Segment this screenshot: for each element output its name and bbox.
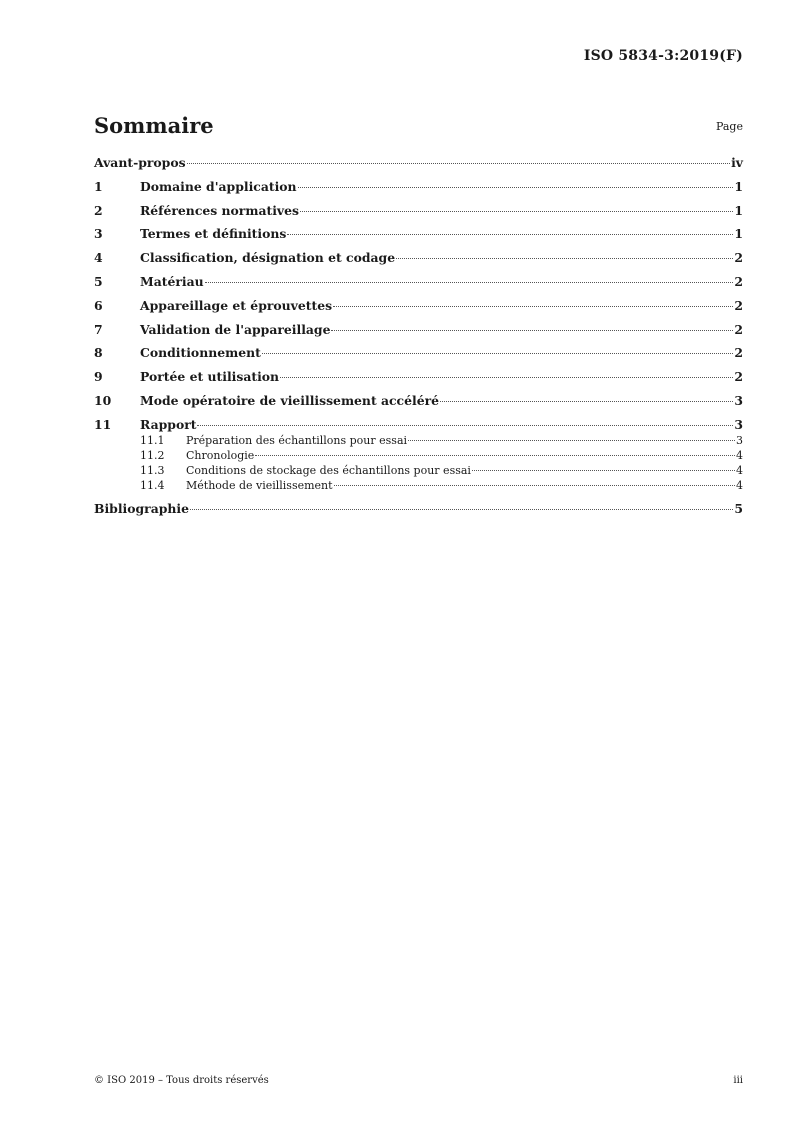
toc-entry-number: 5 bbox=[94, 273, 103, 289]
toc-entry-page: 2 bbox=[734, 321, 743, 337]
toc-entry-6[interactable] bbox=[94, 298, 743, 322]
toc-entry-number: 1 bbox=[94, 178, 103, 194]
toc-entry-page: 2 bbox=[734, 250, 743, 266]
dot-leader bbox=[187, 163, 731, 164]
document-id: ISO 5834-3:2019(F) bbox=[583, 48, 743, 64]
toc-title: Sommaire bbox=[94, 113, 214, 138]
toc-subentry-11-2[interactable] bbox=[94, 449, 743, 464]
toc-entry-label: Mode opératoire de vieillissement accéléré bbox=[140, 392, 439, 408]
toc-entry-5[interactable] bbox=[94, 274, 743, 298]
dot-leader bbox=[298, 187, 734, 188]
toc-entry-page: 1 bbox=[734, 226, 743, 242]
toc-subentry-11-3[interactable] bbox=[94, 464, 743, 479]
toc-entry-page: 5 bbox=[734, 500, 743, 516]
toc-entry-number: 11 bbox=[94, 416, 112, 432]
toc-entry-number: 6 bbox=[94, 297, 103, 313]
toc-subentry-number: 11.4 bbox=[140, 479, 165, 493]
toc-entry-number: 8 bbox=[94, 345, 103, 361]
toc-entry-number: 2 bbox=[94, 202, 103, 218]
toc-entry-label: Termes et définitions bbox=[140, 226, 287, 242]
toc-subentry-label: Préparation des échantillons pour essai bbox=[186, 433, 408, 447]
toc-entry-label: Avant-propos bbox=[94, 155, 186, 170]
toc-header bbox=[94, 113, 743, 143]
dot-leader bbox=[280, 377, 733, 378]
toc-entry-page: 2 bbox=[734, 345, 743, 361]
copyright-notice: © ISO 2019 – Tous droits réservés bbox=[94, 1075, 269, 1086]
toc-subentry-page: 3 bbox=[736, 433, 743, 447]
dot-leader bbox=[331, 330, 733, 331]
toc-entry-9[interactable] bbox=[94, 369, 743, 393]
dot-leader bbox=[287, 234, 733, 235]
toc-entry-label: Domaine d'application bbox=[140, 178, 297, 194]
toc-entry-label: Portée et utilisation bbox=[140, 369, 280, 385]
toc-entry-2[interactable] bbox=[94, 203, 743, 227]
toc-entry-label: Conditionnement bbox=[140, 345, 261, 361]
page-footer bbox=[94, 1075, 743, 1091]
toc-entry-avant-propos[interactable] bbox=[94, 155, 743, 179]
toc-subentry-label: Conditions de stockage des échantillons pour essai bbox=[186, 464, 471, 478]
toc-entry-number: 4 bbox=[94, 250, 103, 266]
dot-leader bbox=[262, 353, 734, 354]
dot-leader bbox=[333, 306, 733, 307]
toc-entry-page: 2 bbox=[734, 273, 743, 289]
toc-entry-8[interactable] bbox=[94, 345, 743, 369]
dot-leader bbox=[197, 425, 733, 426]
toc-entry-page: 1 bbox=[734, 178, 743, 194]
dot-leader bbox=[396, 258, 733, 259]
toc-entry-label: Matériau bbox=[140, 273, 204, 289]
toc-entry-label: Rapport bbox=[140, 416, 197, 432]
toc-entry-label: Bibliographie bbox=[94, 500, 190, 516]
dot-leader bbox=[334, 485, 735, 486]
dot-leader bbox=[300, 211, 733, 212]
page-column-header: Page bbox=[715, 120, 743, 133]
table-of-contents bbox=[94, 155, 743, 525]
toc-subentry-page: 4 bbox=[736, 448, 743, 462]
toc-subentry-number: 11.2 bbox=[140, 448, 165, 462]
footer-page-number: iii bbox=[733, 1075, 743, 1086]
toc-entry-page: 1 bbox=[734, 202, 743, 218]
toc-subentry-11-1[interactable] bbox=[94, 434, 743, 449]
toc-entry-number: 3 bbox=[94, 226, 103, 242]
toc-entry-4[interactable] bbox=[94, 250, 743, 274]
toc-entry-number: 9 bbox=[94, 369, 103, 385]
toc-entry-number: 7 bbox=[94, 321, 103, 337]
toc-subentry-page: 4 bbox=[736, 479, 743, 493]
toc-entry-bibliographie[interactable] bbox=[94, 501, 743, 525]
toc-entry-label: Appareillage et éprouvettes bbox=[140, 297, 333, 313]
toc-subentry-label: Méthode de vieillissement bbox=[186, 479, 333, 493]
toc-subentry-page: 4 bbox=[736, 464, 743, 478]
dot-leader bbox=[190, 509, 733, 510]
toc-subentry-number: 11.3 bbox=[140, 464, 165, 478]
toc-subentry-label: Chronologie bbox=[186, 448, 255, 462]
toc-entry-page: iv bbox=[731, 155, 743, 170]
dot-leader bbox=[255, 455, 735, 456]
dot-leader bbox=[440, 401, 733, 402]
toc-entry-page: 3 bbox=[734, 392, 743, 408]
toc-entry-1[interactable] bbox=[94, 179, 743, 203]
toc-subentry-number: 11.1 bbox=[140, 433, 165, 447]
toc-entry-number: 10 bbox=[94, 392, 112, 408]
toc-entry-7[interactable] bbox=[94, 322, 743, 346]
toc-entry-label: Références normatives bbox=[140, 202, 299, 218]
toc-entry-3[interactable] bbox=[94, 226, 743, 250]
dot-leader bbox=[408, 440, 735, 441]
dot-leader bbox=[472, 470, 735, 471]
toc-entry-label: Classification, désignation et codage bbox=[140, 250, 396, 266]
toc-subentry-11-4[interactable] bbox=[94, 479, 743, 494]
toc-entry-page: 2 bbox=[734, 369, 743, 385]
dot-leader bbox=[205, 282, 734, 283]
toc-entry-10[interactable] bbox=[94, 393, 743, 417]
toc-entry-page: 2 bbox=[734, 297, 743, 313]
toc-entry-label: Validation de l'appareillage bbox=[140, 321, 331, 337]
toc-entry-page: 3 bbox=[734, 416, 743, 432]
